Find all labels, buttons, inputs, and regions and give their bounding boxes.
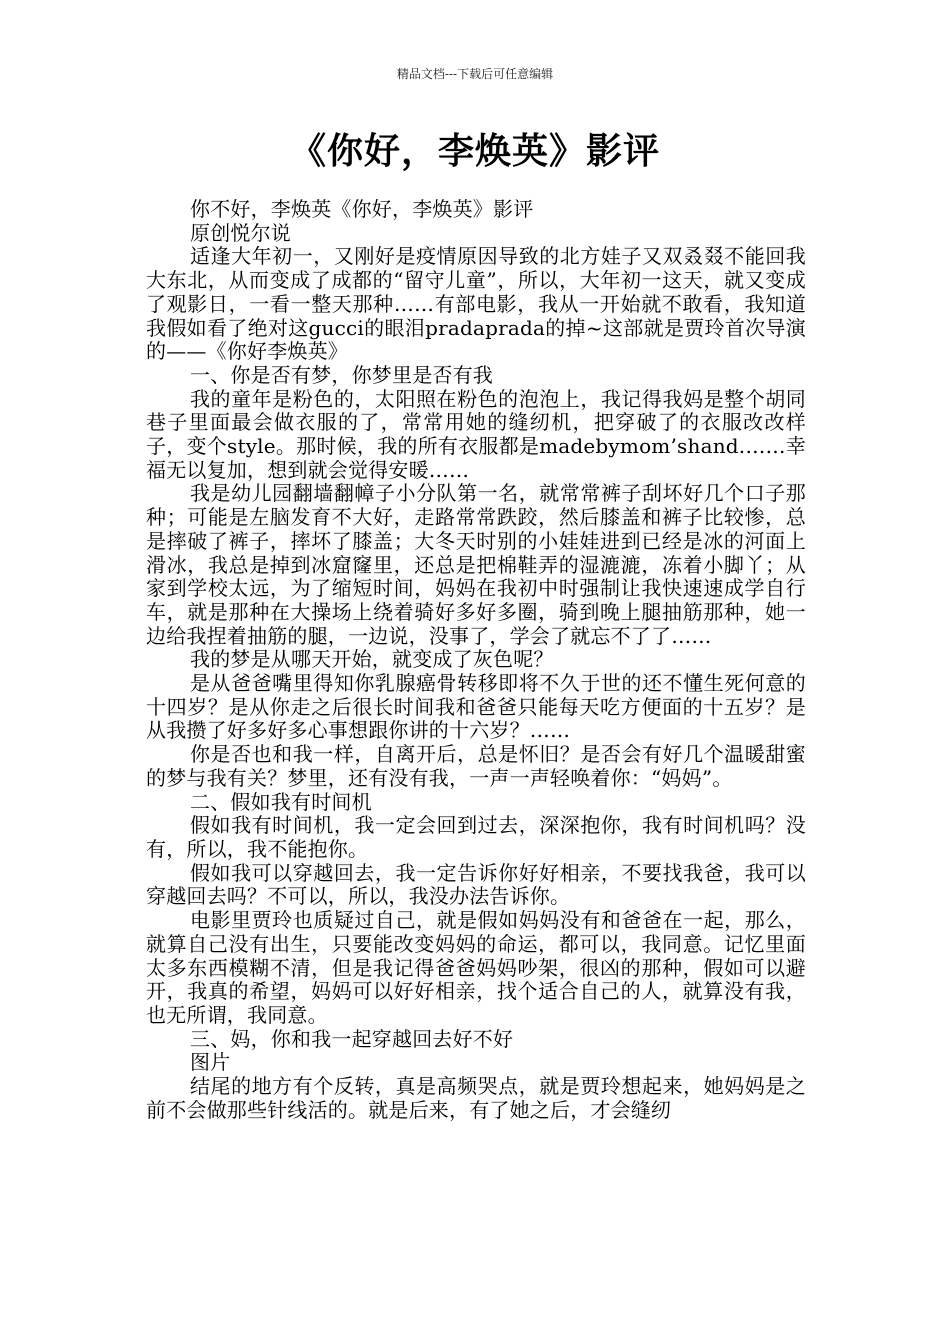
paragraph-subtitle: 你不好，李焕英《你好，李焕英》影评 — [190, 197, 534, 221]
paragraph: 是从爸爸嘴里得知你乳腺癌骨转移即将不久于世的还不懂生死何意的十四岁？是从你走之后很长时间我和爸爸只能每天吃方便面的十五岁？是从我攒了好多好多心事想跟你讲的十六岁？…… — [146, 671, 806, 743]
document-title: 《你好，李焕英》影评 — [289, 131, 660, 172]
paragraph: 结尾的地方有个反转，真是高频哭点，就是贾玲想起来，她妈妈是之前不会做那些针线活的。就是后来，有了她之后，才会缝纫 — [146, 1074, 806, 1122]
section-heading-1: 一、你是否有梦，你梦里是否有我 — [190, 362, 493, 387]
document-body — [146, 198, 806, 1122]
paragraph-author: 原创悦尔说 — [190, 220, 291, 245]
paragraph: 假如我有时间机，我一定会回到过去，深深抱你，我有时间机吗？没有，所以，我不能抱你。 — [146, 813, 806, 861]
paragraph: 我是幼儿园翻墙翻幛子小分队第一名，就常常裤子刮坏好几个口子那种；可能是左脑发育不大好，走路常常跌跤，然后膝盖和裤子比较惨，总是摔破了裤子，摔坏了膝盖；大冬天时别的小娃娃进到已经是冰的河面上滑冰，我总是掉到冰窟窿里，还总是把棉鞋弄的湿漉漉，冻着小脚丫；从家到学校太远，为了缩短时间，妈妈在我初中时强制让我快速速成学自行车，就是那种在大操场上绕着骑好多好多圈，骑到晚上腿抽筋那种，她一边给我捏着抽筋的腿，一边说，没事了，学会了就忘不了了…… — [146, 481, 806, 648]
paragraph: 适逢大年初一，又刚好是疫情原因导致的北方娃子又双叒叕不能回我大东北，从而变成了成都的“留守儿童”，所以，大年初一这天，就又变成了观影日，一看一整天那种……有部电影，我从一开始就不敢看，我知道我假如看了绝对这gucci的眼泪pradaprada的掉~这部就是贾玲首次导演的——《你好李焕英》 — [146, 244, 806, 364]
header-note: 精品文档---下载后可任意编辑 — [396, 67, 554, 81]
section-heading-2: 二、假如我有时间机 — [190, 789, 372, 814]
section-heading-3: 三、妈，你和我一起穿越回去好不好 — [190, 1026, 514, 1051]
paragraph: 我的梦是从哪天开始，就变成了灰色呢？ — [190, 647, 554, 672]
image-placeholder-label: 图片 — [190, 1050, 231, 1075]
paragraph: 电影里贾玲也质疑过自己，就是假如妈妈没有和爸爸在一起，那么，就算自己没有出生，只要能改变妈妈的命运，都可以，我同意。记忆里面太多东西模糊不清，但是我记得爸爸妈妈吵架，很凶的那种，假如可以避开，我真的希望，妈妈可以好好相亲，找个适合自己的人，就算没有我，也无所谓，我同意。 — [146, 908, 806, 1027]
paragraph: 假如我可以穿越回去，我一定告诉你好好相亲，不要找我爸，我可以穿越回去吗？不可以，所以，我没办法告诉你。 — [146, 860, 806, 909]
paragraph: 我的童年是粉色的，太阳照在粉色的泡泡上，我记得我妈是整个胡同巷子里面最会做衣服的了，常常用她的缝纫机，把穿破了的衣服改改样子，变个style。那时候，我的所有衣服都是madebymom’shand.……幸福无以复加，想到就会觉得安暖…… — [146, 386, 806, 482]
paragraph: 你是否也和我一样，自离开后，总是怀旧？是否会有好几个温暖甜蜜的梦与我有关？梦里，还有没有我，一声一声轻唤着你：“妈妈”。 — [146, 742, 806, 790]
